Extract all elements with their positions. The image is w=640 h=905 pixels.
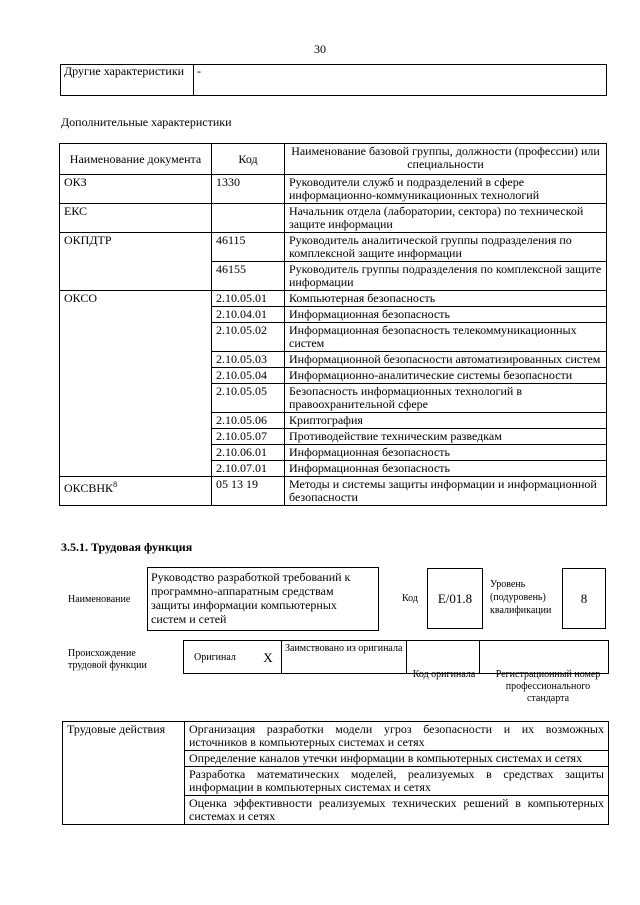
characteristics-table	[59, 143, 607, 506]
additional-characteristics-title: Дополнительные характеристики	[61, 115, 232, 129]
other-characteristics-table	[60, 64, 607, 96]
cell-name: Информационной безопасности автоматизированных систем	[285, 352, 607, 368]
cell-name: Начальник отдела (лаборатории, сектора) по технической защите информации	[285, 204, 607, 233]
cell-document: ОКЗ	[60, 175, 212, 204]
page-number: 30	[314, 42, 326, 56]
cell-name: Руководители служб и подразделений в сфере информационно-коммуникационных технологий	[285, 175, 607, 204]
code-label: Код	[402, 593, 418, 604]
code-caption: Код оригинала	[412, 669, 476, 680]
cell-code	[212, 204, 285, 233]
level-label: Уровень (подуровень) квалификации	[490, 579, 552, 616]
cell-code: 46155	[212, 262, 285, 291]
table-row	[60, 204, 607, 233]
origin-label: Происхождение трудовой функции	[68, 648, 147, 671]
cell-document-text: ОКСВНК	[64, 481, 114, 495]
table-row	[60, 477, 607, 506]
cell-document: ОКПДТР	[60, 233, 212, 291]
original-label: Оригинал	[184, 641, 256, 674]
cell-document	[60, 477, 212, 506]
cell-name: Информационная безопасность телекоммуникационных систем	[285, 323, 607, 352]
labor-action-item: Разработка математических моделей, реализуемых в средствах защиты информации в компьютерных системах и сетях	[185, 767, 609, 796]
labor-function-code: E/01.8	[427, 568, 483, 629]
cell-code: 05 13 19	[212, 477, 285, 506]
cell-code: 2.10.05.07	[212, 429, 285, 445]
cell-document: ОКСО	[60, 291, 212, 477]
cell-code: 2.10.05.01	[212, 291, 285, 307]
name-label: Наименование	[68, 594, 131, 605]
cell-code: 2.10.05.04	[212, 368, 285, 384]
labor-function-name: Руководство разработкой требований к программно-аппаратным средствам защиты информации компьютерных систем и сетей	[147, 567, 379, 631]
header-code: Код	[212, 144, 285, 175]
table-row	[60, 175, 607, 204]
cell-name: Руководитель группы подразделения по комплексной защите информации	[285, 262, 607, 291]
other-characteristics-value: -	[194, 65, 607, 96]
cell-code: 2.10.07.01	[212, 461, 285, 477]
labor-actions-label: Трудовые действия	[63, 722, 185, 825]
cell-code: 2.10.05.02	[212, 323, 285, 352]
table-row	[60, 291, 607, 307]
cell-name: Информационная безопасность	[285, 445, 607, 461]
section-title: 3.5.1. Трудовая функция	[61, 540, 193, 554]
cell-name: Методы и системы защиты информации и информационной безопасности	[285, 477, 607, 506]
cell-name: Информационно-аналитические системы безопасности	[285, 368, 607, 384]
cell-name: Компьютерная безопасность	[285, 291, 607, 307]
cell-code: 46115	[212, 233, 285, 262]
cell-name: Информационная безопасность	[285, 461, 607, 477]
cell-name: Противодействие техническим разведкам	[285, 429, 607, 445]
header-document: Наименование документа	[60, 144, 212, 175]
registration-caption: Регистрационный номер профессионального стандарта	[495, 669, 601, 704]
cell-code: 2.10.05.05	[212, 384, 285, 413]
labor-actions-table	[62, 721, 609, 825]
labor-action-item: Оценка эффективности реализуемых технических решений в компьютерных системах и сетях	[185, 796, 609, 825]
labor-action-item: Организация разработки модели угроз безопасности и их возможных источников в компьютерных системах и сетях	[185, 722, 609, 751]
cell-name: Криптография	[285, 413, 607, 429]
cell-code: 2.10.06.01	[212, 445, 285, 461]
original-mark: X	[255, 641, 282, 674]
header-name: Наименование базовой группы, должности (профессии) или специальности	[285, 144, 607, 175]
cell-code: 2.10.04.01	[212, 307, 285, 323]
other-characteristics-label: Другие характеристики	[61, 65, 194, 96]
cell-code: 2.10.05.03	[212, 352, 285, 368]
cell-name: Информационная безопасность	[285, 307, 607, 323]
cell-name: Руководитель аналитической группы подразделения по комплексной защите информации	[285, 233, 607, 262]
table-row	[60, 233, 607, 262]
cell-code: 2.10.05.06	[212, 413, 285, 429]
footnote-marker: 8	[113, 480, 118, 489]
cell-name: Безопасность информационных технологий в правоохранительной сфере	[285, 384, 607, 413]
cell-document: ЕКС	[60, 204, 212, 233]
qualification-level: 8	[562, 568, 606, 629]
table-header-row	[60, 144, 607, 175]
borrowed-label: Заимствовано из оригинала	[282, 641, 407, 674]
labor-action-item: Определение каналов утечки информации в компьютерных системах и сетях	[185, 751, 609, 767]
cell-code: 1330	[212, 175, 285, 204]
